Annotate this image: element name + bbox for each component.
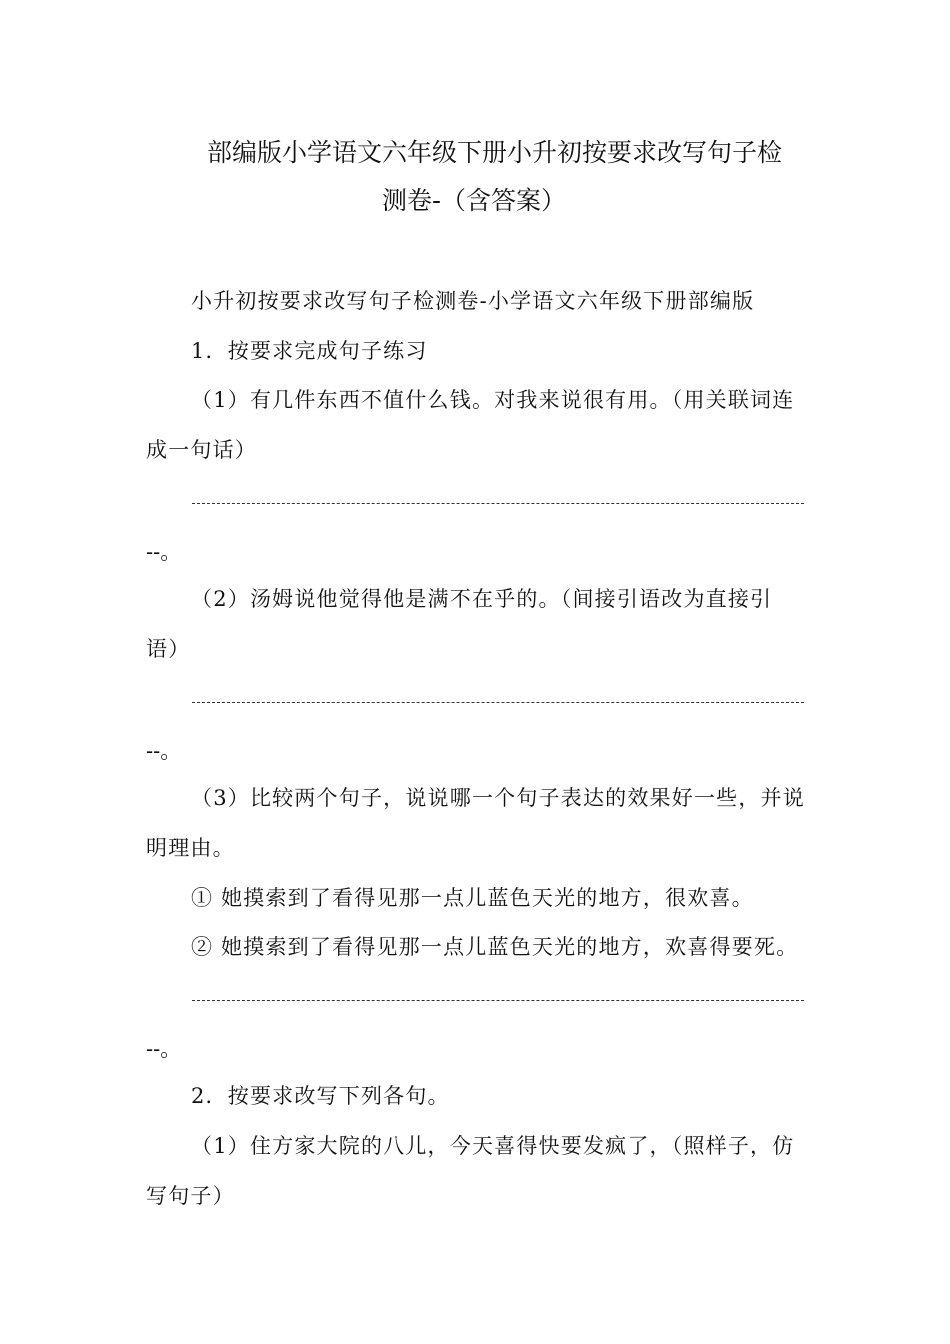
question-1-2-line-1: （2）汤姆说他觉得他是满不在乎的。（间接引语改为直接引 xyxy=(191,587,773,611)
question-1-3-line-1: （3）比较两个句子，说说哪一个句子表达的效果好一些，并说 xyxy=(191,786,805,810)
question-2-1-line-2: 写句子） xyxy=(146,1184,235,1208)
answer-blank-2-end: --。 xyxy=(146,739,182,763)
answer-blank-2 xyxy=(192,702,804,703)
question-1-2-line-2: 语） xyxy=(146,637,191,661)
question-2-1-line-1: （1）住方家大院的八儿，今天喜得快要发疯了，（照样子，仿 xyxy=(191,1134,795,1158)
section-2-heading: 2．按要求改写下列各句。 xyxy=(191,1084,450,1108)
answer-blank-3 xyxy=(192,1000,804,1001)
section-1-heading: 1．按要求完成句子练习 xyxy=(191,339,428,363)
answer-blank-3-end: --。 xyxy=(146,1037,182,1061)
question-1-3-line-2: 明理由。 xyxy=(146,836,235,860)
document-title-line-2: 测卷-（含答案） xyxy=(382,186,567,215)
question-1-3-option-1: ① 她摸索到了看得见那一点儿蓝色天光的地方，很欢喜。 xyxy=(191,886,754,910)
question-1-1-line-1: （1）有几件东西不值什么钱。对我来说很有用。（用关联词连 xyxy=(191,388,795,412)
answer-blank-1-end: --。 xyxy=(146,540,182,564)
question-1-3-option-2: ② 她摸索到了看得见那一点儿蓝色天光的地方，欢喜得要死。 xyxy=(191,935,799,959)
document-title-line-1: 部编版小学语文六年级下册小升初按要求改写句子检 xyxy=(207,138,783,167)
document-subtitle: 小升初按要求改写句子检测卷-小学语文六年级下册部编版 xyxy=(191,289,755,313)
answer-blank-1 xyxy=(192,503,804,504)
question-1-1-line-2: 成一句话） xyxy=(146,438,257,462)
